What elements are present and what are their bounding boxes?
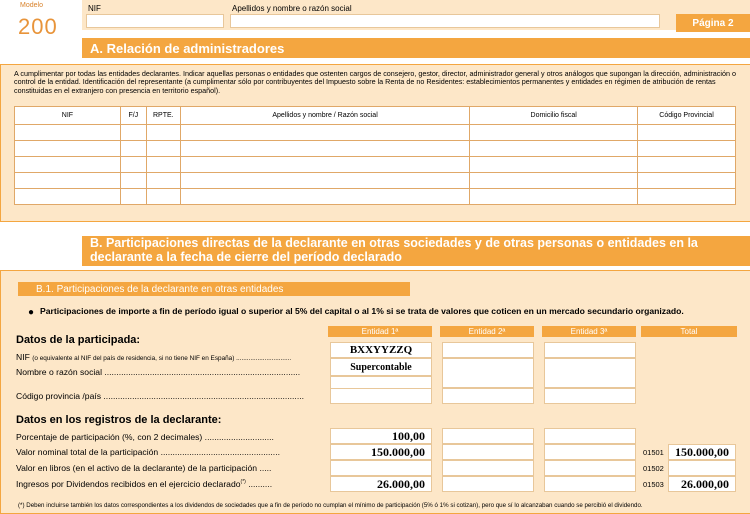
table-row [15, 125, 736, 141]
table-cell[interactable] [120, 189, 146, 205]
column-header: F/J [120, 107, 146, 125]
nombre-field[interactable] [230, 14, 660, 28]
table-row [15, 189, 736, 205]
table-cell[interactable] [120, 125, 146, 141]
table-row [15, 173, 736, 189]
table-cell[interactable] [638, 189, 736, 205]
section-b-title: B. Participaciones directas de la declarante en otras sociedades y de otras personas o entidades en la declarante a la fecha de cierre del período declarado [82, 236, 750, 266]
ingresos-footnote-mark: (*) [240, 479, 246, 486]
entidad-3-libros[interactable] [544, 460, 636, 476]
table-cell[interactable] [120, 173, 146, 189]
entidad-2-libros[interactable] [442, 460, 534, 476]
entidad-3-nominal[interactable] [544, 444, 636, 460]
nif-row-label: NIF (o equivalente al NIF del país de residencia, si no tiene NIF en España) ............................... [16, 352, 292, 362]
nombre-row-label: Nombre o razón social .................................................................................. [16, 367, 301, 377]
section-a-title: A. Relación de administradores [82, 38, 750, 58]
table-cell[interactable] [180, 157, 470, 173]
porcentaje-label: Porcentaje de participación (%, con 2 decimales) ............................. [16, 432, 274, 442]
entidad-1-nif[interactable]: BXXYYZZQ [330, 342, 432, 358]
table-cell[interactable] [638, 125, 736, 141]
table-cell[interactable] [15, 157, 121, 173]
table-cell[interactable] [15, 141, 121, 157]
table-cell[interactable] [146, 189, 180, 205]
participada-heading: Datos de la participada: [16, 334, 141, 346]
code-01502: 01502 [643, 464, 664, 473]
registros-heading: Datos en los registros de la declarante: [16, 414, 222, 426]
nombre-label: Apellidos y nombre o razón social [232, 4, 352, 13]
entidad-3-header: Entidad 3ª [542, 326, 636, 337]
entidad-1-header: Entidad 1ª [328, 326, 432, 337]
table-cell[interactable] [470, 173, 638, 189]
entidad-2-nif[interactable] [442, 342, 534, 358]
table-cell[interactable] [470, 157, 638, 173]
page-strip [676, 0, 750, 12]
column-header: Código Provincial [638, 107, 736, 125]
column-header: Apellidos y nombre / Razón social [180, 107, 470, 125]
column-header: RPTE. [146, 107, 180, 125]
entidad-1-nombre[interactable]: Supercontable [330, 358, 432, 376]
page-number: Página 2 [676, 14, 750, 32]
table-cell[interactable] [638, 173, 736, 189]
nif-field[interactable] [86, 14, 224, 28]
table-cell[interactable] [15, 189, 121, 205]
total-ingresos[interactable]: 26.000,00 [668, 476, 736, 492]
entidad-3-codigo[interactable] [544, 388, 636, 404]
bullet-icon: ● [28, 307, 35, 318]
nif-label: NIF [88, 4, 101, 13]
table-cell[interactable] [146, 141, 180, 157]
column-header: Domicilio fiscal [470, 107, 638, 125]
code-01501: 01501 [643, 448, 664, 457]
table-cell[interactable] [180, 189, 470, 205]
section-b1-title: B.1. Participaciones de la declarante en otras entidades [18, 282, 410, 296]
column-header: NIF [15, 107, 121, 125]
code-01503: 01503 [643, 480, 664, 489]
modelo-number: 200 [18, 14, 58, 39]
entidad-1-codigo[interactable] [330, 388, 432, 404]
ingresos-value[interactable]: 26.000,00 [330, 476, 432, 492]
table-cell[interactable] [470, 141, 638, 157]
table-cell[interactable] [470, 189, 638, 205]
table-row [15, 141, 736, 157]
entidad-3-nif[interactable] [544, 342, 636, 358]
entidad-2-codigo[interactable] [442, 388, 534, 404]
porcentaje-value[interactable]: 100,00 [330, 428, 432, 444]
table-cell[interactable] [638, 141, 736, 157]
table-cell[interactable] [15, 125, 121, 141]
footnote: (*) Deben incluirse también los datos correspondientes a los dividendos de sociedades que a fin de período no cumplan el mínimo de participación (5% ó 1% si cotizan), pero que sí lo alcanzaban cuando se percibió el dividendo. [18, 502, 643, 509]
entidad-2-nombre[interactable] [442, 358, 534, 388]
table-cell[interactable] [120, 141, 146, 157]
b1-note: Participaciones de importe a fin de período igual o superior al 5% del capital o al 1% si se trata de valores que coticen en un mercado secundario organizado. [40, 306, 684, 316]
ingresos-label: Ingresos por Dividendos recibidos en el ejercicio declarado(*) .......... [16, 479, 273, 489]
nif-row-note: (o equivalente al NIF del país de residencia, si no tiene NIF en España) ............................... [32, 355, 292, 362]
nominal-value[interactable]: 150.000,00 [330, 444, 432, 460]
entidad-3-nombre[interactable] [544, 358, 636, 388]
table-cell[interactable] [470, 125, 638, 141]
total-header: Total [641, 326, 737, 337]
libros-label: Valor en libros (en el activo de la declarante) de la participación ..... [16, 463, 272, 473]
table-cell[interactable] [180, 173, 470, 189]
entidad-3-porcentaje[interactable] [544, 428, 636, 444]
modelo-label: Modelo [20, 2, 43, 9]
table-cell[interactable] [146, 173, 180, 189]
table-cell[interactable] [146, 125, 180, 141]
total-nominal[interactable]: 150.000,00 [668, 444, 736, 460]
table-row [15, 157, 736, 173]
entidad-2-nominal[interactable] [442, 444, 534, 460]
section-a-description: A cumplimentar por todas las entidades declarantes. Indicar aquellas personas o entidades que ostenten cargos de consejero, gestor, director, administrador general y otros análogos que supongan la dirección, administración o control de la entidad. Identificación del representante (a cumplimentar sólo por contribuyentes del Impuesto sobre la Renta de no Residentes: establecimientos permanentes y entidades en régimen de atribución de rentas constituidas en el extranjero con presencia en territorio español). [14, 69, 736, 95]
table-cell[interactable] [180, 141, 470, 157]
table-cell[interactable] [146, 157, 180, 173]
entidad-2-ingresos[interactable] [442, 476, 534, 492]
table-cell[interactable] [180, 125, 470, 141]
total-libros[interactable] [668, 460, 736, 476]
administradores-table [14, 106, 736, 205]
codigo-row-label: Código provincia /país .................................................................................... [16, 391, 304, 401]
table-cell[interactable] [15, 173, 121, 189]
entidad-2-porcentaje[interactable] [442, 428, 534, 444]
table-cell[interactable] [120, 157, 146, 173]
entidad-3-ingresos[interactable] [544, 476, 636, 492]
table-cell[interactable] [638, 157, 736, 173]
entidad-2-header: Entidad 2ª [440, 326, 534, 337]
libros-value[interactable] [330, 460, 432, 476]
nominal-label: Valor nominal total de la participación .................................................. [16, 447, 280, 457]
